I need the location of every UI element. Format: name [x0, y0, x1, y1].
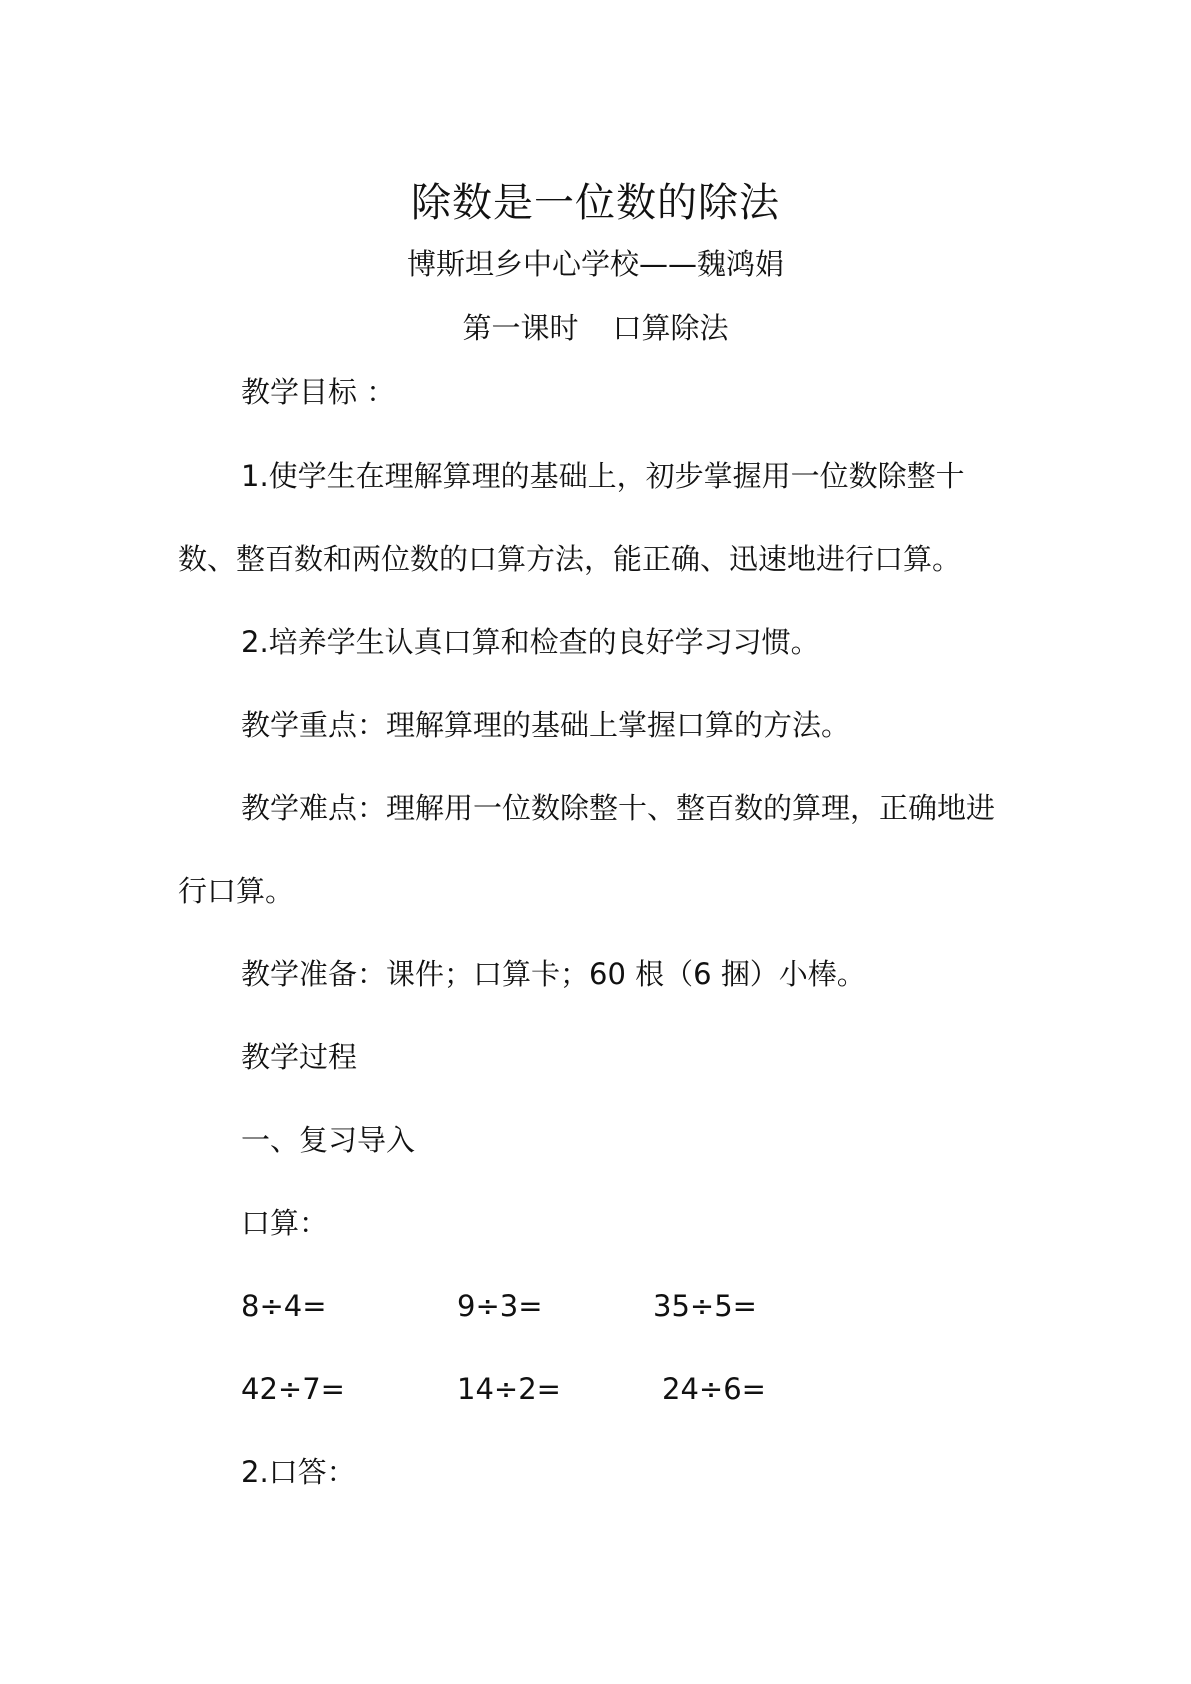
calc-item: 14÷2= [457, 1372, 561, 1406]
goal-2: 2.培养学生认真口算和检查的良好学习习惯。 [241, 625, 820, 659]
calc-item: 42÷7= [241, 1372, 345, 1406]
lesson-period: 第一课时 [462, 311, 579, 345]
goal-1-line-2: 数、整百数和两位数的口算方法，能正确、迅速地进行口算。 [178, 542, 962, 576]
difficulty-line-2: 行口算。 [178, 874, 295, 908]
goal-1-line-1: 1.使学生在理解算理的基础上，初步掌握用一位数除整十 [241, 459, 965, 493]
section-1-heading: 一、复习导入 [241, 1123, 416, 1157]
calc-item: 24÷6= [662, 1372, 766, 1406]
document-title: 除数是一位数的除法 [411, 180, 780, 226]
oral-answer-heading: 2.口答： [241, 1455, 356, 1489]
calc-item: 35÷5= [653, 1289, 757, 1323]
calc-item: 8÷4= [241, 1289, 327, 1323]
calc-item: 9÷3= [457, 1289, 543, 1323]
lesson-topic: 口算除法 [612, 311, 729, 345]
author-line: 博斯坦乡中心学校——魏鸿娟 [406, 247, 784, 281]
process-heading: 教学过程 [241, 1040, 358, 1074]
preparation: 教学准备：课件；口算卡；60 根（6 捆）小棒。 [241, 957, 866, 991]
goals-heading: 教学目标 ： [241, 375, 396, 409]
key-point: 教学重点：理解算理的基础上掌握口算的方法。 [241, 708, 851, 742]
difficulty-line-1: 教学难点：理解用一位数除整十、整百数的算理，正确地进 [241, 791, 996, 825]
mental-calc-heading: 口算： [241, 1206, 329, 1240]
lesson-heading [0, 308, 1191, 348]
